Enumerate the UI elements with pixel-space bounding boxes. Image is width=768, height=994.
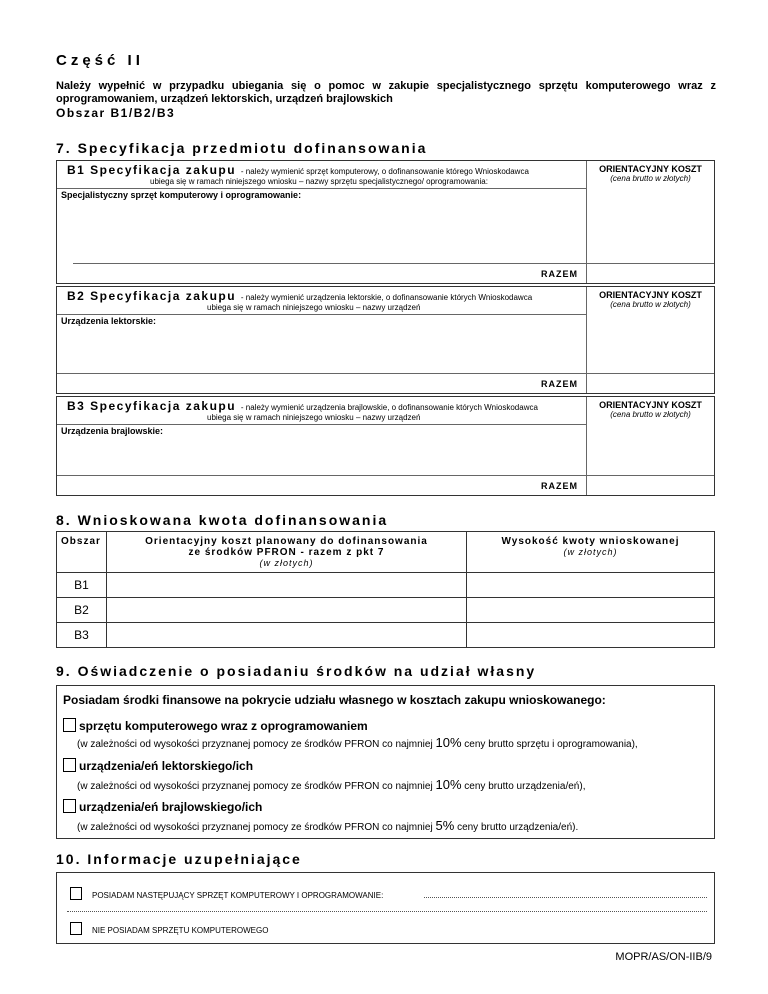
b2-cost-sub: (cena brutto w złotych) xyxy=(610,300,691,309)
b3-desc1: - należy wymienić urządzenia brajlowskie, o dofinansowanie których Wnioskodawca xyxy=(240,403,538,412)
b1-desc1: - należy wymienić sprzęt komputerowy, o dofinansowanie którego Wnioskodawca xyxy=(240,167,529,176)
planned-cost-cell[interactable] xyxy=(107,598,467,623)
area-label: Obszar B1/B2/B3 xyxy=(56,106,176,120)
b3-desc2: ubiega się w ramach niniejszego wniosku – nazwy urządzeń xyxy=(207,413,421,422)
b1-title: B1 Specyfikacja zakupu xyxy=(67,163,237,177)
additional-info-box xyxy=(56,872,715,944)
b2-desc1: - należy wymienić urządzenia lektorskie, o dofinansowanie których Wnioskodawca xyxy=(240,293,533,302)
option-computer-pct: 10% xyxy=(435,735,462,750)
has-computer-field-line2[interactable] xyxy=(67,911,707,912)
form-code: MOPR/AS/ON-IIB/9 xyxy=(615,951,712,963)
option-lector xyxy=(63,758,253,773)
no-computer-option xyxy=(70,922,268,935)
has-computer-label: POSIADAM NASTĘPUJĄCY SPRZĘT KOMPUTEROWY I OPROGRAMOWANIE: xyxy=(92,891,384,900)
b2-header xyxy=(57,287,586,315)
col-requested-amount xyxy=(467,532,715,573)
b2-block xyxy=(56,286,715,394)
option-braille-label: urządzenia/eń brajlowskiego/ich xyxy=(79,800,263,814)
own-funds-lead: Posiadam środki finansowe na pokrycie udziału własnego w kosztach zakupu wnioskowanego: xyxy=(63,693,606,707)
b3-block xyxy=(56,396,715,496)
option-lector-note xyxy=(77,777,585,792)
b1-block xyxy=(56,160,715,284)
requested-amount-cell[interactable] xyxy=(467,623,715,648)
amount-table xyxy=(56,531,715,648)
row-area: B3 xyxy=(57,623,107,648)
col-planned-cost xyxy=(107,532,467,573)
col-planned-cost-line2: ze środków PFRON - razem z pkt 7 xyxy=(188,547,385,558)
col-obszar: Obszar xyxy=(57,532,107,573)
option-braille-note-b: ceny brutto urządzenia/eń). xyxy=(457,822,579,833)
no-computer-label: NIE POSIADAM SPRZĘTU KOMPUTEROWEGO xyxy=(92,926,269,935)
section-7-title: 7. Specyfikacja przedmiotu dofinansowania xyxy=(56,140,428,156)
b3-divider xyxy=(57,475,586,476)
b1-cost-header: ORIENTACYJNY KOSZT xyxy=(599,164,702,174)
b2-total-input[interactable] xyxy=(586,373,714,393)
b1-label: Specjalistyczny sprzęt komputerowy i oprogramowanie: xyxy=(61,190,302,200)
row-area: B1 xyxy=(57,573,107,598)
option-braille-pct: 5% xyxy=(435,818,455,833)
own-funds-box xyxy=(56,685,715,839)
b2-divider xyxy=(57,373,586,374)
option-lector-note-b: ceny brutto urządzenia/eń), xyxy=(464,781,586,792)
checkbox-braille[interactable] xyxy=(63,799,76,813)
option-computer-note-a: (w zależności od wysokości przyznanej pomocy ze środków PFRON co najmniej xyxy=(77,739,433,750)
has-computer-field[interactable] xyxy=(424,897,707,898)
row-area: B2 xyxy=(57,598,107,623)
table-row xyxy=(57,623,715,648)
intro-text: Należy wypełnić w przypadku ubiegania się o pomoc w zakupie specjalistycznego sprzętu komputerowego wraz z oprogramowaniem, urządzeń lektorskich, urządzeń brajlowskich xyxy=(56,80,716,105)
planned-cost-cell[interactable] xyxy=(107,573,467,598)
b1-razem: RAZEM xyxy=(541,269,578,279)
requested-amount-cell[interactable] xyxy=(467,598,715,623)
checkbox-lector[interactable] xyxy=(63,758,76,772)
table-row xyxy=(57,573,715,598)
col-planned-cost-sub: (w złotych) xyxy=(259,558,314,568)
b2-cost-header: ORIENTACYJNY KOSZT xyxy=(599,290,702,300)
b1-header xyxy=(57,161,586,189)
b3-total-input[interactable] xyxy=(586,475,714,495)
b2-title: B2 Specyfikacja zakupu xyxy=(67,289,237,303)
option-braille-note-a: (w zależności od wysokości przyznanej pomocy ze środków PFRON co najmniej xyxy=(77,822,433,833)
b3-cost-sub: (cena brutto w złotych) xyxy=(610,410,691,419)
option-computer-note xyxy=(77,735,638,750)
b1-desc2: ubiega się w ramach niniejszego wniosku – nazwy sprzętu specjalistycznego/ oprogramowania: xyxy=(150,177,488,186)
b3-label: Urządzenia brajlowskie: xyxy=(61,426,164,436)
has-computer-option xyxy=(70,887,383,900)
option-computer xyxy=(63,718,368,733)
option-braille-note xyxy=(77,818,578,833)
section-10-title: 10. Informacje uzupełniające xyxy=(56,851,302,867)
option-lector-label: urządzenia/eń lektorskiego/ich xyxy=(79,759,254,773)
section-9-title: 9. Oświadczenie o posiadaniu środków na udział własny xyxy=(56,663,537,679)
table-row xyxy=(57,598,715,623)
checkbox-has-computer[interactable] xyxy=(70,887,82,900)
checkbox-computer[interactable] xyxy=(63,718,76,732)
option-braille xyxy=(63,799,262,814)
b3-title: B3 Specyfikacja zakupu xyxy=(67,399,237,413)
col-requested-amount-title: Wysokość kwoty wnioskowanej xyxy=(501,536,680,547)
requested-amount-cell[interactable] xyxy=(467,573,715,598)
part-title: Część II xyxy=(56,52,144,69)
col-planned-cost-line1: Orientacyjny koszt planowany do dofinansowania xyxy=(145,536,428,547)
option-lector-pct: 10% xyxy=(435,777,462,792)
b1-total-input[interactable] xyxy=(586,263,714,283)
checkbox-no-computer[interactable] xyxy=(70,922,82,935)
b3-cost-header: ORIENTACYJNY KOSZT xyxy=(599,400,702,410)
option-computer-label: sprzętu komputerowego wraz z oprogramowaniem xyxy=(79,719,368,733)
b2-label: Urządzenia lektorskie: xyxy=(61,316,157,326)
b3-razem: RAZEM xyxy=(541,481,578,491)
option-lector-note-a: (w zależności od wysokości przyznanej pomocy ze środków PFRON co najmniej xyxy=(77,781,433,792)
planned-cost-cell[interactable] xyxy=(107,623,467,648)
b1-cost-sub: (cena brutto w złotych) xyxy=(610,174,691,183)
b2-razem: RAZEM xyxy=(541,379,578,389)
section-8-title: 8. Wnioskowana kwota dofinansowania xyxy=(56,512,389,528)
option-computer-note-b: ceny brutto sprzętu i oprogramowania), xyxy=(464,739,638,750)
b1-divider xyxy=(73,263,586,264)
b3-header xyxy=(57,397,586,425)
col-requested-amount-sub: (w złotych) xyxy=(563,547,618,557)
b2-desc2: ubiega się w ramach niniejszego wniosku – nazwy urządzeń xyxy=(207,303,421,312)
